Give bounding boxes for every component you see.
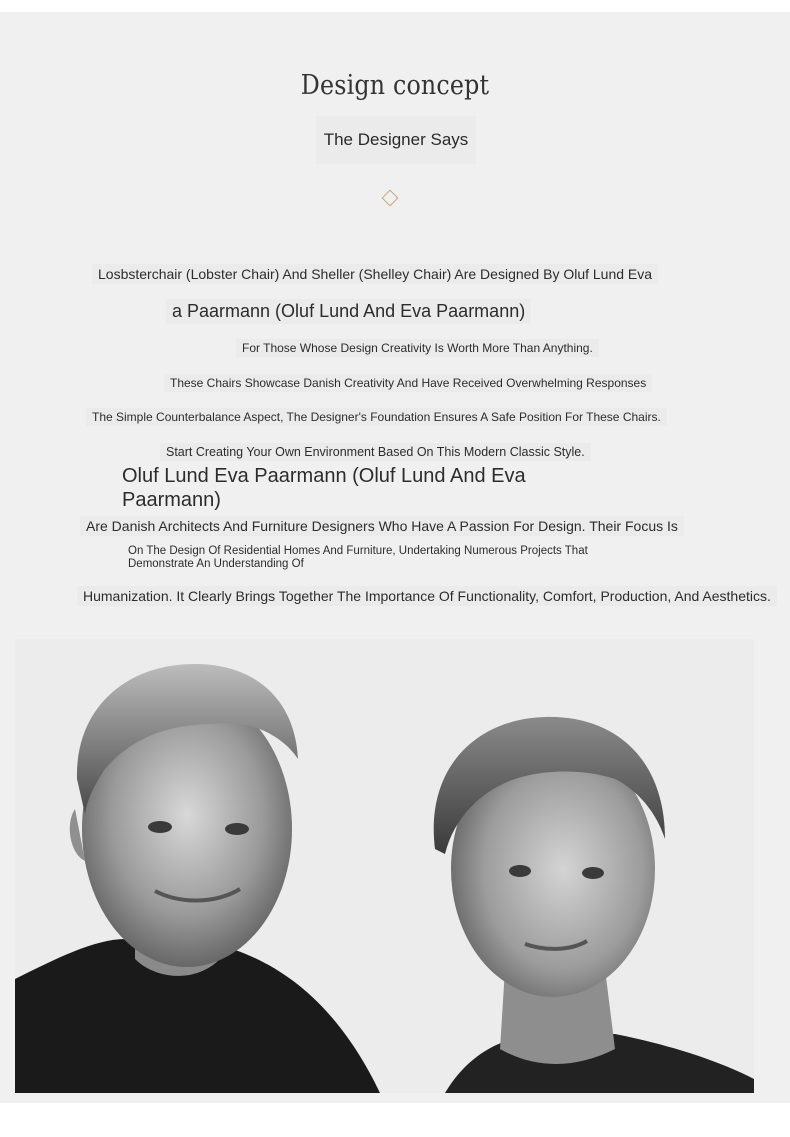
man-portrait [15, 664, 380, 1093]
page-title: Design concept [300, 70, 490, 101]
designers-portrait-photo [15, 639, 754, 1093]
text-line: These Chairs Showcase Danish Creativity And Have Received Overwhelming Responses [164, 374, 652, 392]
text-line: Are Danish Architects And Furniture Designers Who Have A Passion For Design. Their Focus Is [80, 516, 684, 536]
text-line: For Those Whose Design Creativity Is Worth More Than Anything. [236, 339, 599, 357]
text-line: Start Creating Your Own Environment Based On This Modern Classic Style. [160, 443, 591, 461]
text-line: Losbsterchair (Lobster Chair) And Sheller (Shelley Chair) Are Designed By Oluf Lund Eva [92, 264, 658, 284]
text-line: Humanization. It Clearly Brings Together The Importance Of Functionality, Comfort, Production, And Aesthetics. [77, 586, 777, 606]
subtitle-box [316, 116, 476, 164]
design-concept-panel [0, 12, 790, 1103]
designer-names-heading: Oluf Lund Eva Paarmann (Oluf Lund And Eva Paarmann) [122, 465, 526, 511]
subtitle: The Designer Says [323, 130, 469, 149]
text-line: The Simple Counterbalance Aspect, The Designer's Foundation Ensures A Safe Position For These Chairs. [86, 408, 667, 426]
diamond-icon [382, 190, 399, 207]
woman-portrait [434, 717, 754, 1093]
text-line: On The Design Of Residential Homes And Furniture, Undertaking Numerous Projects That Demonstrate An Understanding Of [128, 545, 588, 570]
text-line: a Paarmann (Oluf Lund And Eva Paarmann) [166, 299, 531, 324]
